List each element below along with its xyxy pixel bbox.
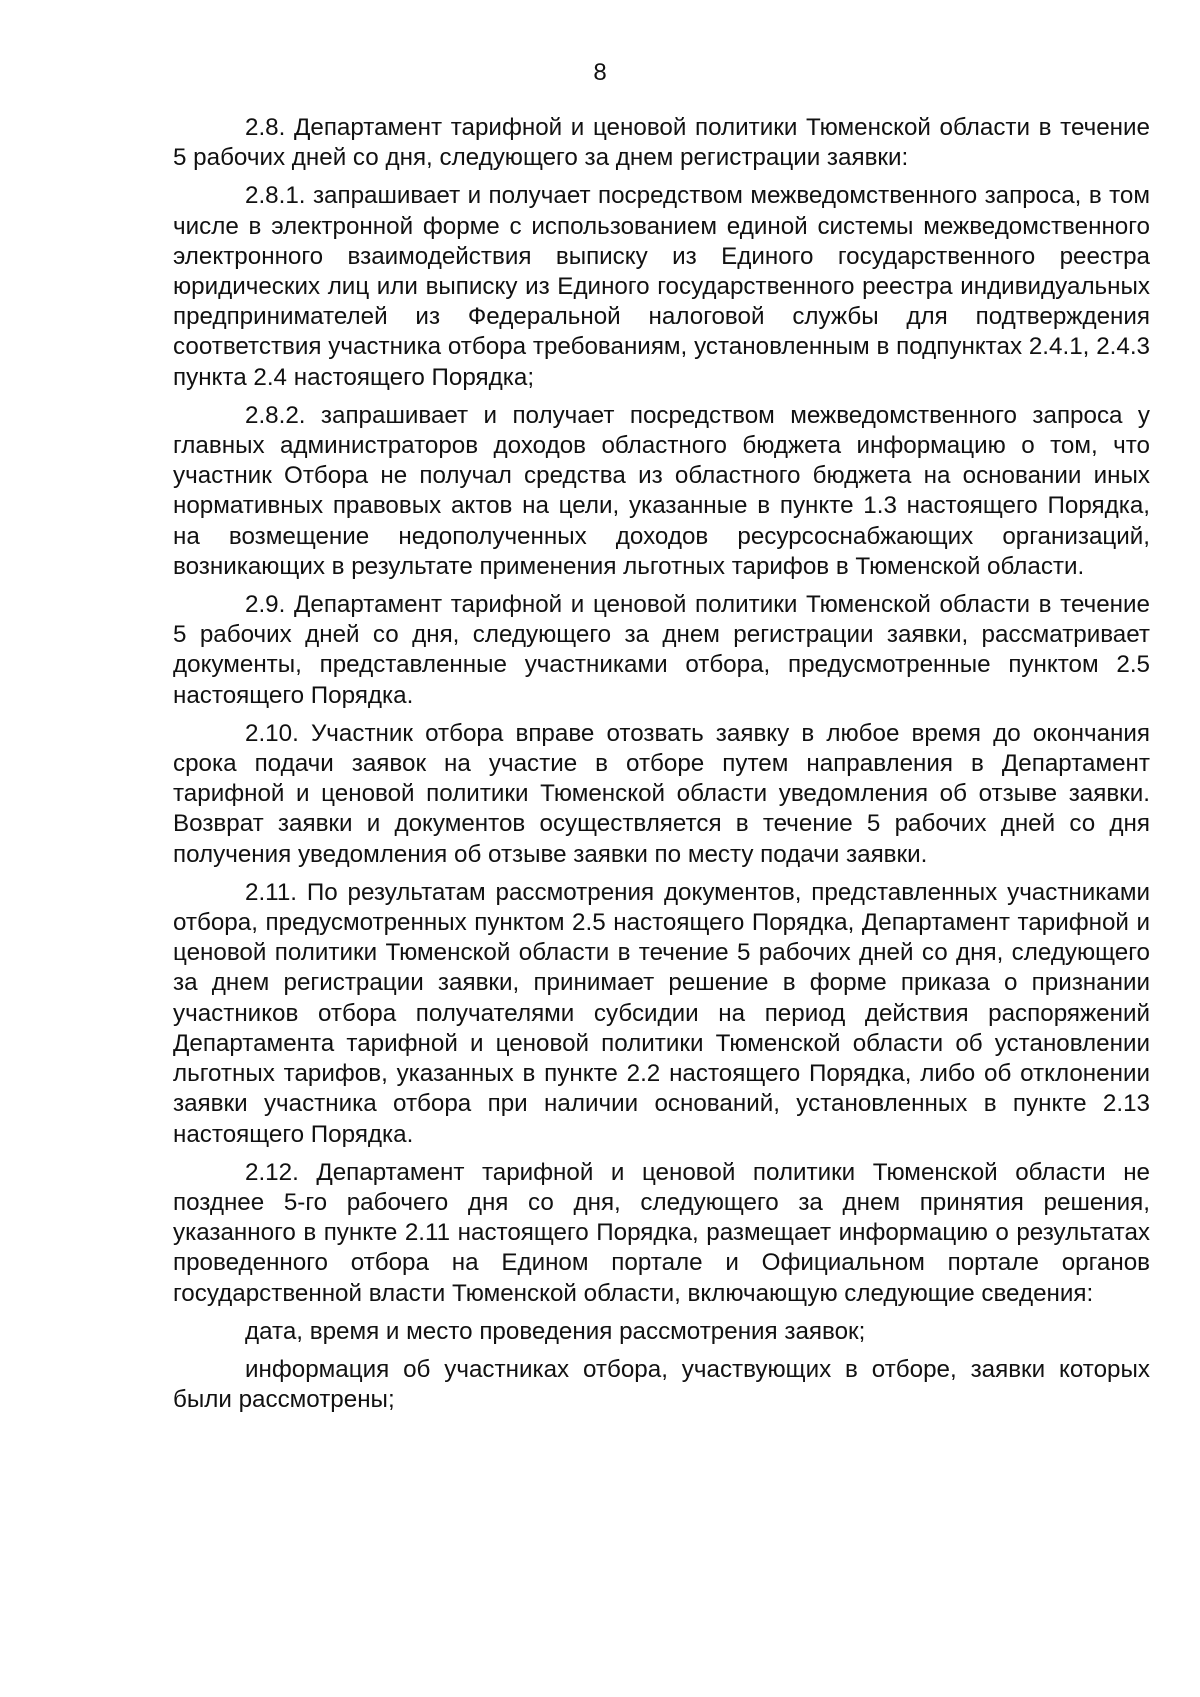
paragraph-2-8-2: 2.8.2. запрашивает и получает посредством межведомственного запроса у главных администраторов доходов областного бюджета информацию о том, что участник Отбора не получал средства из областного бюджета на основании иных нормативных правовых актов на цели, указанные в пункте 1.3 настоящего Порядка, на возмещение недополученных доходов ресурсоснабжающих организаций, возникающих в результате применения льготных тарифов в Тюменской области. xyxy=(173,401,1150,580)
page-number: 8 xyxy=(593,59,607,86)
list-item-date-time-place: дата, время и место проведения рассмотрения заявок; xyxy=(245,1317,866,1345)
paragraph-2-8: 2.8. Департамент тарифной и ценовой политики Тюменской области в течение 5 рабочих дней со дня, следующего за днем регистрации заявки: xyxy=(173,114,1150,172)
paragraph-2-10: 2.10. Участник отбора вправе отозвать заявку в любое время до окончания срока подачи заявок на участие в отборе путем направления в Департамент тарифной и ценовой политики Тюменской области уведомления об отзыве заявки. Возврат заявки и документов осуществляется в течение 5 рабочих дней со дня получения уведомления об отзыве заявки по месту подачи заявки. xyxy=(173,719,1150,868)
paragraph-2-12: 2.12. Департамент тарифной и ценовой политики Тюменской области не позднее 5-го рабочего дня со дня, следующего за днем принятия решения, указанного в пункте 2.11 настоящего Порядка, размещает информацию о результатах проведенного отбора на Едином портале и Официальном портале органов государственной власти Тюменской области, включающую следующие сведения: xyxy=(173,1158,1150,1307)
paragraph-2-8-1: 2.8.1. запрашивает и получает посредством межведомственного запроса, в том числе в электронной форме с использованием единой системы межведомственного электронного взаимодействия выписку из Единого государственного реестра юридических лиц или выписку из Единого государственного реестра индивидуальных предпринимателей из Федеральной налоговой службы для подтверждения соответствия участника отбора требованиям, установленным в подпунктах 2.4.1, 2.4.3 пункта 2.4 настоящего Порядка; xyxy=(173,182,1150,391)
document-body xyxy=(173,113,1150,1423)
paragraph-2-11: 2.11. По результатам рассмотрения документов, представленных участниками отбора, предусмотренных пунктом 2.5 настоящего Порядка, Департамент тарифной и ценовой политики Тюменской области в течение 5 рабочих дней со дня, следующего за днем регистрации заявки, принимает решение в форме приказа о признании участников отбора получателями субсидии на период действия распоряжений Департамента тарифной и ценовой политики Тюменской области об установлении льготных тарифов, указанных в пункте 2.2 настоящего Порядка, либо об отклонении заявки участника отбора при наличии оснований, установленных в пункте 2.13 настоящего Порядка. xyxy=(173,878,1150,1148)
list-item-participants-info: информация об участниках отбора, участвующих в отборе, заявки которых были рассмотрены; xyxy=(173,1355,1150,1414)
paragraph-2-9: 2.9. Департамент тарифной и ценовой политики Тюменской области в течение 5 рабочих дней со дня, следующего за днем регистрации заявки, рассматривает документы, представленные участниками отбора, предусмотренные пунктом 2.5 настоящего Порядка. xyxy=(173,591,1150,709)
